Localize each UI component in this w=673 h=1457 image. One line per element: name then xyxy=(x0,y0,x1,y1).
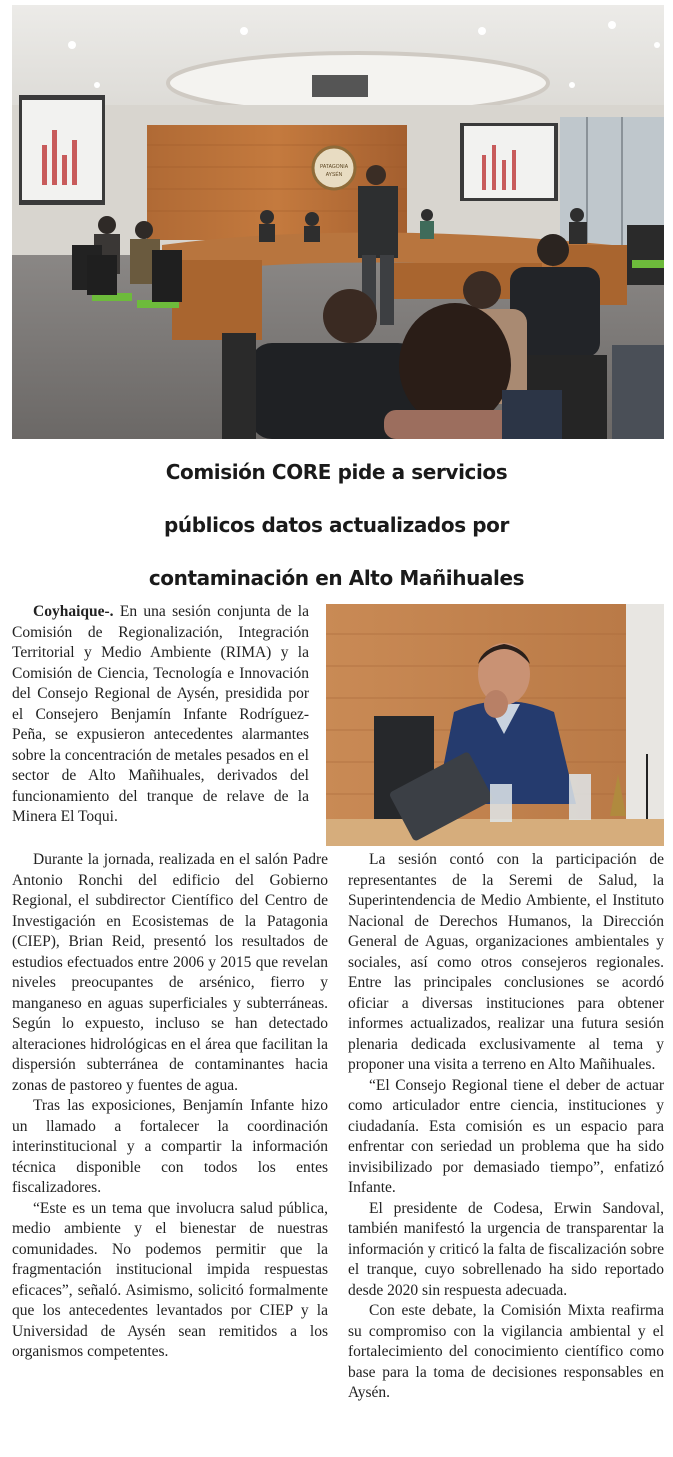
body-paragraph: Durante la jornada, realizada en el salón Padre Antonio Ronchi del edificio del Gobierno Regional, el subdirector Científico del Centro de Investigación en Ecosistemas de la Patagonia (CIEP), Brian Reid, presentó los resultados de estudios efectuados entre 2006 y 2015 que revelan niveles preocupantes de arsénico, fierro y manganeso en aguas superficiales y subterráneas. Según lo expuesto, incluso se han detectado alteraciones hidrológicas en el área que facilitan la dispersión subterránea de contaminantes hacia zonas de pastoreo y fuentes de agua. xyxy=(12,851,328,1094)
dateline: Coyhaique-. xyxy=(33,603,114,620)
seal-text-line2: AYSÉN xyxy=(325,172,343,178)
headline-line-3: contaminación en Alto Mañihuales xyxy=(148,566,525,590)
article-headline xyxy=(0,446,673,605)
headline-line-2: públicos datos actualizados por xyxy=(164,513,509,537)
lead-text: En una sesión conjunta de la Comisión de Regionalización, Integración Territorial y Medio Ambiente (RIMA) y la Comisión de Ciencia, Tecnología e Innovación del Consejo Regional de Aysén, presidida por el Consejero Benjamín Infante Rodríguez-Peña, se expusieron antecedentes alarmantes sobre la concentración de metales pesados en el sector de Alto Mañihuales, derivados del funcionamiento del tranque de relave de la Minera El Toqui. xyxy=(12,603,309,825)
body-paragraph: La sesión contó con la participación de representantes de la Seremi de Salud, la Superintendencia de Medio Ambiente, el Instituto Nacional de Derechos Humanos, la Dirección General de Aguas, organizaciones ambientales y sociales, así como otros consejeros regionales. Entre las principales conclusiones se acordó oficiar a diversas instituciones para obtener informes actualizados, realizar una futura sesión plenaria dedicada exclusivamente al tema y proponer una visita a terreno en Alto Mañihuales. xyxy=(348,851,664,1073)
body-paragraph: Tras las exposiciones, Benjamín Infante hizo un llamado a fortalecer la coordinación interinstitucional y a compartir la información técnica disponible con todos los entes fiscalizadores. xyxy=(12,1097,328,1196)
body-paragraph: El presidente de Codesa, Erwin Sandoval, también manifestó la urgencia de transparentar la información y criticó la falta de fiscalización sobre el tranque, cuyo sobrellenado ha sido reportado desde 2020 sin respuesta adecuada. xyxy=(348,1199,664,1299)
article-lead-paragraph xyxy=(12,602,309,828)
body-paragraph: “El Consejo Regional tiene el deber de actuar como articulador entre ciencia, instituciones y ciudadanía. Esta comisión es un espacio para enfrentar con seriedad un problema que ha sido invisibilizado por demasiado tiempo”, enfatizó Infante. xyxy=(348,1076,664,1196)
body-paragraph: “Este es un tema que involucra salud pública, medio ambiente y el bienestar de nuestras comunidades. No podemos permitir que la fragmentación institucional impida respuestas eficaces”, señaló. Asimismo, solicitó formalmente que los antecedentes levantados por CIEP y la Universidad de Aysén sean remitidos a los organismos competentes. xyxy=(12,1199,328,1360)
hero-photo-council-session xyxy=(12,5,664,439)
headline-line-1: Comisión CORE pide a servicios xyxy=(165,460,508,484)
article-column-right xyxy=(348,850,664,1404)
seal-text-line1: PATAGONIA xyxy=(319,164,349,170)
portrait-photo-councillor xyxy=(326,604,664,846)
body-paragraph: Con este debate, la Comisión Mixta reafirma su compromiso con la vigilancia ambiental y el fortalecimiento del conocimiento científico como base para la toma de decisiones responsables en Aysén. xyxy=(348,1302,664,1401)
article-column-left xyxy=(12,850,328,1363)
